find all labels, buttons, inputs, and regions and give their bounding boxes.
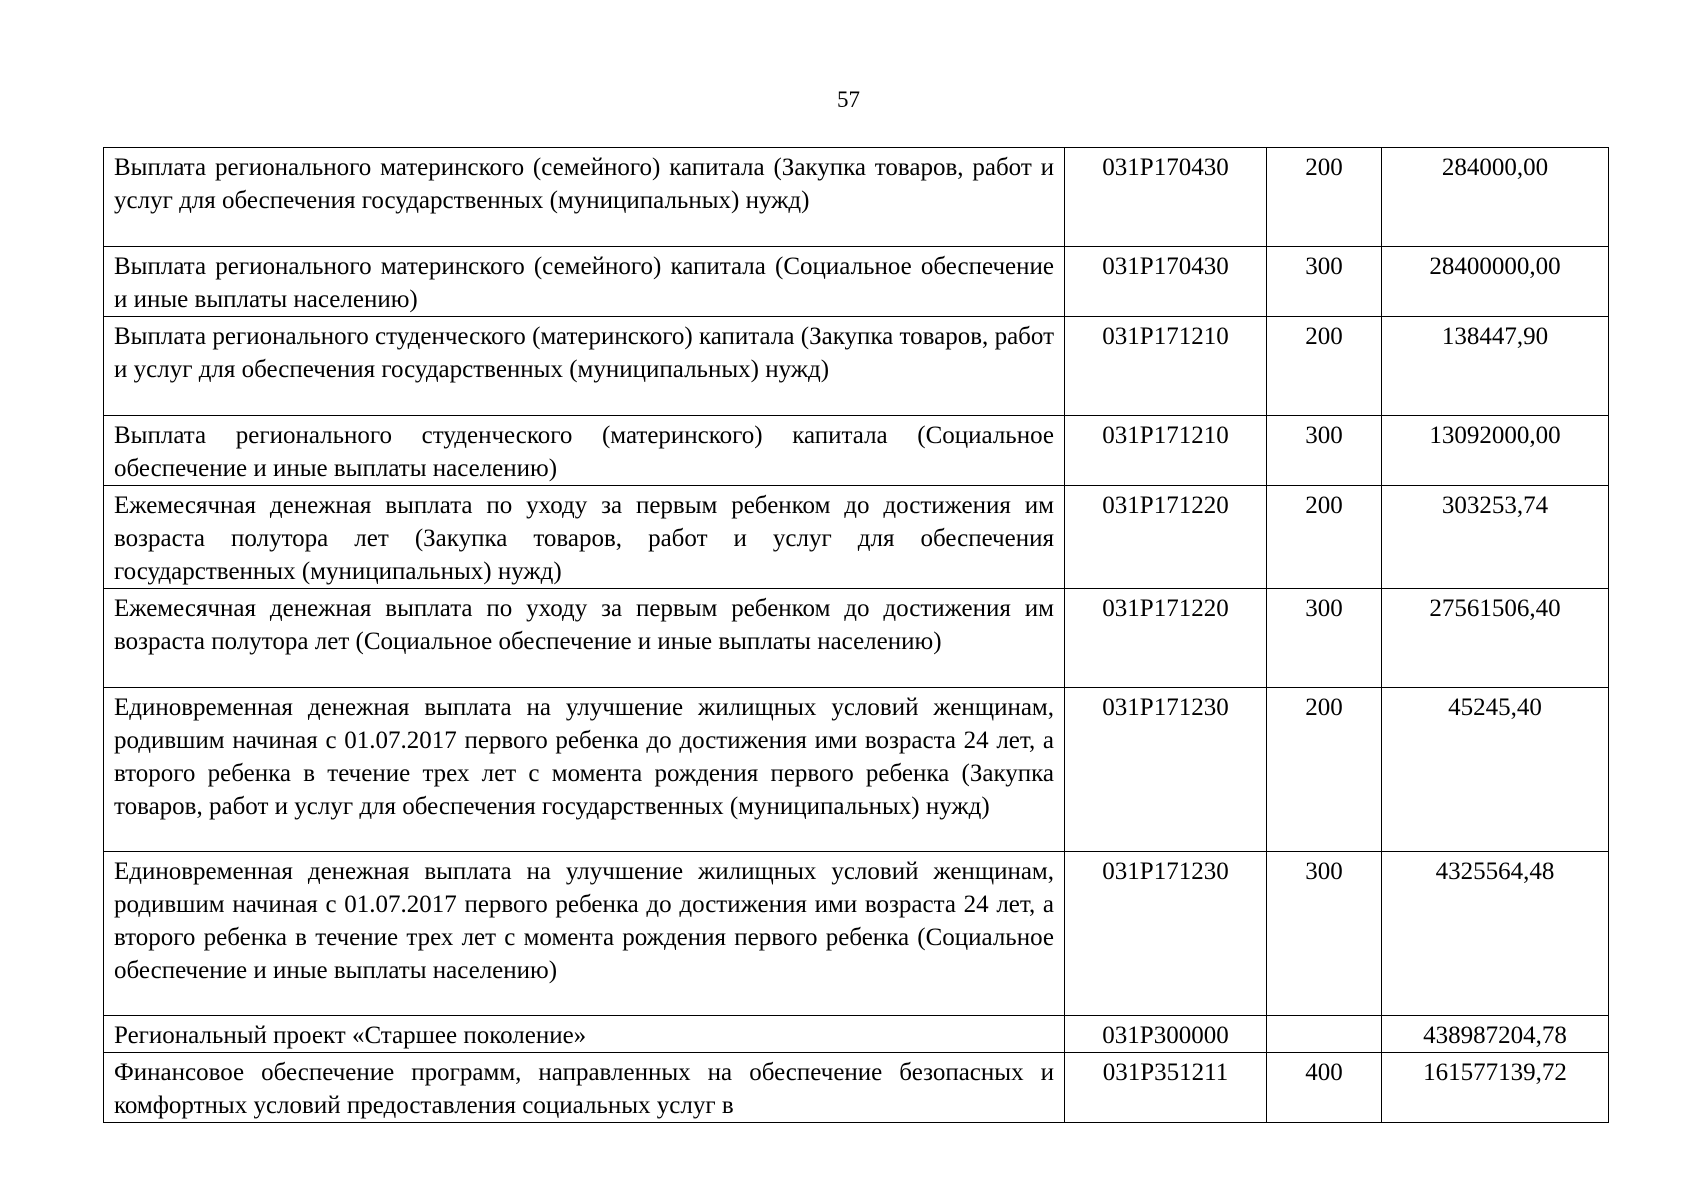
row-amount: 138447,90 [1382, 317, 1609, 416]
row-target-code: 031P171220 [1065, 589, 1267, 688]
table-row [104, 317, 1609, 416]
row-description: Региональный проект «Старшее поколение» [104, 1016, 1065, 1053]
row-amount: 28400000,00 [1382, 247, 1609, 317]
row-description: Единовременная денежная выплата на улучшение жилищных условий женщинам, родившим начиная с 01.07.2017 первого ребенка до достижения ими возраста 24 лет, а второго ребенка в течение трех лет с момента рождения первого ребенка (Социальное обеспечение и иные выплаты населению) [104, 852, 1065, 1016]
row-expense-type: 200 [1267, 148, 1382, 247]
row-target-code: 031P170430 [1065, 247, 1267, 317]
row-description: Единовременная денежная выплата на улучшение жилищных условий женщинам, родившим начиная с 01.07.2017 первого ребенка до достижения ими возраста 24 лет, а второго ребенка в течение трех лет с момента рождения первого ребенка (Закупка товаров, работ и услуг для обеспечения государственных (муниципальных) нужд) [104, 688, 1065, 852]
table-row [104, 486, 1609, 589]
row-description: Ежемесячная денежная выплата по уходу за первым ребенком до достижения им возраста полутора лет (Социальное обеспечение и иные выплаты населению) [104, 589, 1065, 688]
row-description: Финансовое обеспечение программ, направленных на обеспечение безопасных и комфортных условий предоставления социальных услуг в [104, 1053, 1065, 1123]
row-amount: 438987204,78 [1382, 1016, 1609, 1053]
row-description: Выплата регионального материнского (семейного) капитала (Социальное обеспечение и иные выплаты населению) [104, 247, 1065, 317]
row-amount: 284000,00 [1382, 148, 1609, 247]
table-row [104, 1016, 1609, 1053]
row-expense-type: 300 [1267, 852, 1382, 1016]
row-description: Выплата регионального студенческого (материнского) капитала (Социальное обеспечение и иные выплаты населению) [104, 416, 1065, 486]
row-expense-type: 200 [1267, 486, 1382, 589]
row-description: Ежемесячная денежная выплата по уходу за первым ребенком до достижения им возраста полутора лет (Закупка товаров, работ и услуг для обеспечения государственных (муниципальных) нужд) [104, 486, 1065, 589]
row-target-code: 031P171220 [1065, 486, 1267, 589]
row-expense-type: 300 [1267, 589, 1382, 688]
row-amount: 303253,74 [1382, 486, 1609, 589]
row-amount: 161577139,72 [1382, 1053, 1609, 1123]
row-expense-type [1267, 1016, 1382, 1053]
table-row [104, 148, 1609, 247]
row-description: Выплата регионального студенческого (материнского) капитала (Закупка товаров, работ и услуг для обеспечения государственных (муниципальных) нужд) [104, 317, 1065, 416]
table-row [104, 589, 1609, 688]
row-expense-type: 400 [1267, 1053, 1382, 1123]
row-target-code: 031P170430 [1065, 148, 1267, 247]
row-expense-type: 200 [1267, 688, 1382, 852]
row-description: Выплата регионального материнского (семейного) капитала (Закупка товаров, работ и услуг для обеспечения государственных (муниципальных) нужд) [104, 148, 1065, 247]
row-target-code: 031P171210 [1065, 416, 1267, 486]
row-expense-type: 200 [1267, 317, 1382, 416]
row-target-code: 031P171230 [1065, 852, 1267, 1016]
row-expense-type: 300 [1267, 416, 1382, 486]
row-expense-type: 300 [1267, 247, 1382, 317]
row-target-code: 031P171230 [1065, 688, 1267, 852]
table-row [104, 688, 1609, 852]
row-amount: 45245,40 [1382, 688, 1609, 852]
budget-table [103, 147, 1609, 1123]
table-row [104, 852, 1609, 1016]
table-row [104, 416, 1609, 486]
row-amount: 4325564,48 [1382, 852, 1609, 1016]
row-target-code: 031P300000 [1065, 1016, 1267, 1053]
row-target-code: 031P171210 [1065, 317, 1267, 416]
row-amount: 13092000,00 [1382, 416, 1609, 486]
page-number: 57 [837, 87, 860, 112]
table-row [104, 247, 1609, 317]
table-row [104, 1053, 1609, 1123]
row-amount: 27561506,40 [1382, 589, 1609, 688]
row-target-code: 031P351211 [1065, 1053, 1267, 1123]
